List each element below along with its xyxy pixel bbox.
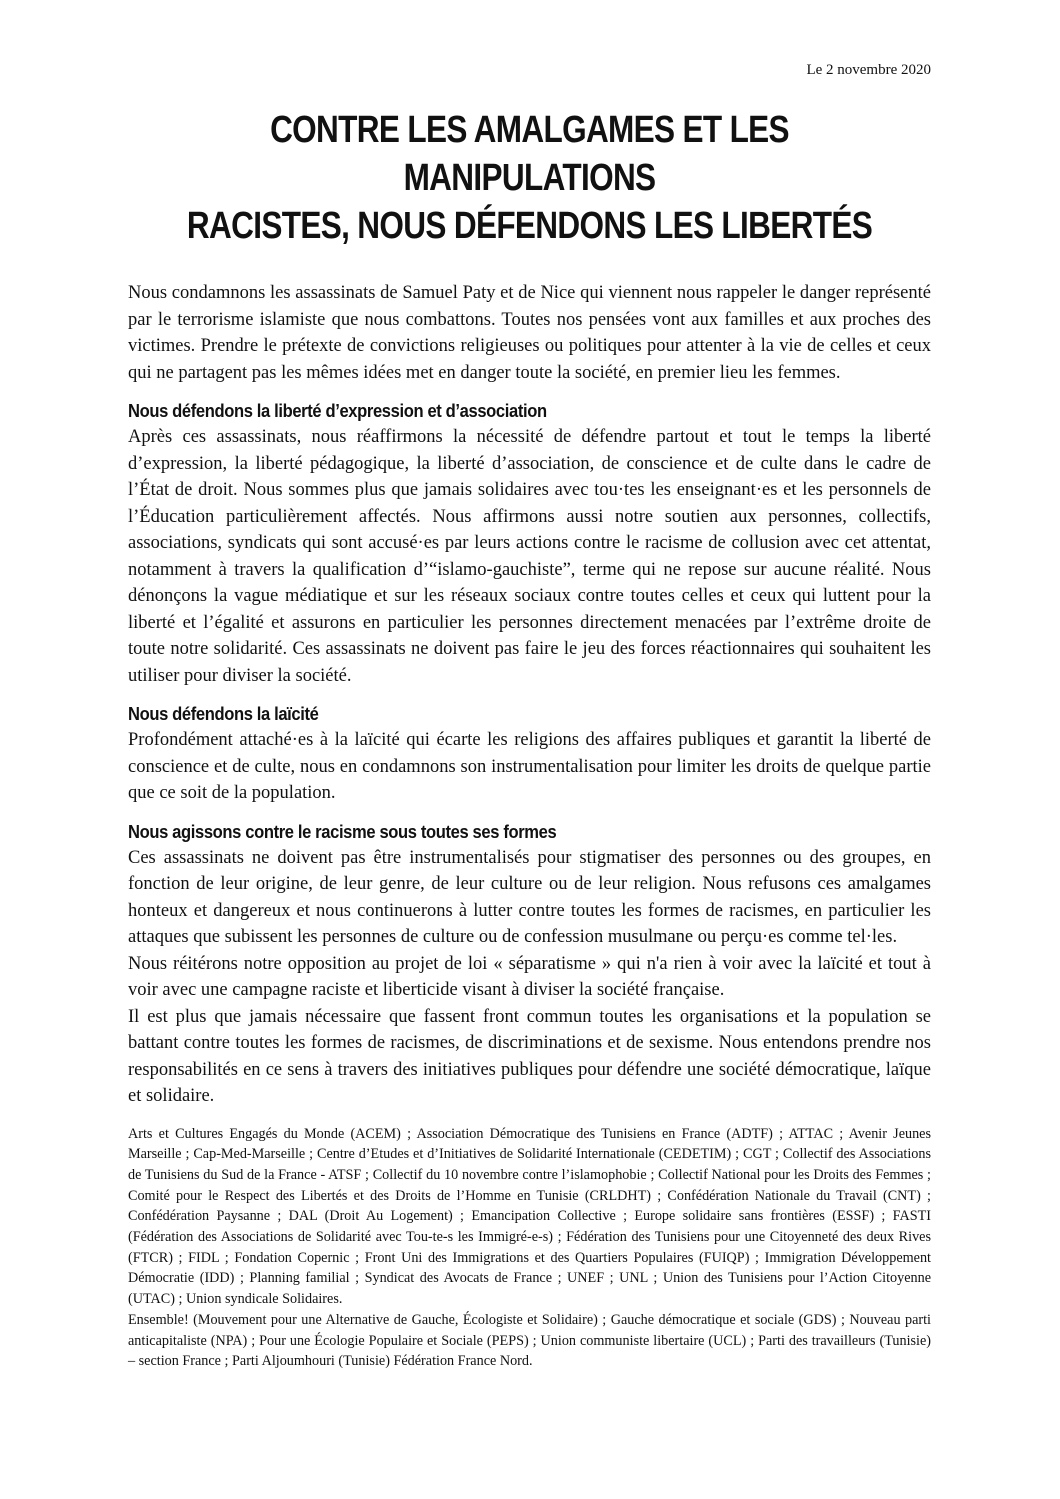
document-title: CONTRE LES AMALGAMES ET LES MANIPULATIONS RACISTES, NOUS DÉFENDONS LES LIBERTÉS xyxy=(186,109,873,247)
section-paragraph: Profondément attaché·es à la laïcité qui écarte les religions des affaires publiques et garantit la liberté de conscience et de culte, nous en condamnons son instrumentalisation pour limiter les droits de quelque partie que ce soit de la population. xyxy=(128,730,931,803)
document-date: Le 2 novembre 2020 xyxy=(806,62,931,78)
section-secularism xyxy=(128,701,931,807)
intro-paragraph: Nous condamnons les assassinats de Samuel Paty et de Nice qui viennent nous rappeler le danger représenté par le terrorisme islamiste que nous combattons. Toutes nos pensées vont aux familles et aux proches des victimes. Prendre le prétexte de convictions religieuses ou politiques pour attenter à la vie de celles et ceux qui ne partagent pas les mêmes idées met en danger toute la société, en premier lieu les femmes. xyxy=(128,283,931,383)
section-paragraph: Ces assassinats ne doivent pas être instrumentalisés pour stigmatiser des personnes ou des groupes, en fonction de leur origine, de leur genre, de leur culture ou de leur religion. Nous refusons ces amalgames honteux et dangereux et nous continuerons à lutter contre toutes les formes de racismes, en particulier les attaques que subissent les personnes de culture ou de confession musulmane ou perçu·es comme tel·les. xyxy=(128,847,931,947)
signatories-organizations: Arts et Cultures Engagés du Monde (ACEM) ; Association Démocratique des Tunisiens en France (ADTF) ; ATTAC ; Avenir Jeunes Marseille ; Cap-Med-Marseille ; Centre d’Etudes et d’Initiatives de Solidarité Internationale (CEDETIM) ; CGT ; Collectif des Associations de Tunisiens du Sud de la France - ATSF ; Collectif du 10 novembre contre l’islamophobie ; Collectif National pour les Droits des Femmes ; Comité pour le Respect des Libertés et des Droits de l’Homme en Tunisie (CRLDHT) ; Confédération Nationale du Travail (CNT) ; Confédération Paysanne ; DAL (Droit Au Logement) ; Emancipation Collective ; Europe solidaire sans frontières (ESSF) ; FASTI (Fédération des Associations de Solidarité avec Tou-te-s les Immigré-e-s) ; Fédération des Tunisiens pour une Citoyenneté des deux Rives (FTCR) ; FIDL ; Fondation Copernic ; Front Uni des Immigrations et des Quartiers Populaires (FUIQP) ; Immigration Développement Démocratie (IDD) ; Planning familial ; Syndicat des Avocats de France ; UNEF ; UNL ; Union des Tunisiens pour l’Action Citoyenne (UTAC) ; Union syndicale Solidaires. xyxy=(128,1125,931,1308)
section-heading: Nous agissons contre le racisme sous toutes ses formes xyxy=(128,821,557,842)
signatories-parties: Ensemble! (Mouvement pour une Alternative de Gauche, Écologiste et Solidaire) ; Gauche démocratique et sociale (GDS) ; Nouveau parti anticapitaliste (NPA) ; Pour une Écologie Populaire et Sociale (PEPS) ; Union communiste libertaire (UCL) ; Parti des travailleurs (Tunisie) – section France ; Parti Aljoumhouri (Tunisie) Fédération France Nord. xyxy=(128,1311,931,1370)
document-page xyxy=(128,60,931,1372)
section-paragraph: Après ces assassinats, nous réaffirmons la nécessité de défendre partout et tout le temps la liberté d’expression, la liberté pédagogique, la liberté d’association, de conscience et de culte dans le cadre de l’État de droit. Nous sommes plus que jamais solidaires avec tou·tes les enseignant·es et les personnels de l’Éducation particulièrement affectés. Nous affirmons aussi notre soutien aux personnes, collectifs, associations, syndicats qui sont accusé·es par leurs actions contre le racisme de collusion avec cet attentat, notamment à travers la qualification d’“islamo-gauchiste”, terme qui ne repose sur aucune réalité. Nous dénonçons la vague médiatique et sur les réseaux sociaux contre toutes celles et ceux qui luttent pour la liberté et l’égalité et assurons en particulier les personnes directement menacées par l’extrême droite de toute notre solidarité. Ces assassinats ne doivent pas faire le jeu des forces réactionnaires qui souhaitent les utiliser pour diviser la société. xyxy=(128,427,931,686)
section-heading: Nous défendons la liberté d’expression et d’association xyxy=(128,401,547,421)
section-heading: Nous défendons la laïcité xyxy=(128,704,319,724)
signatories-list xyxy=(128,1124,931,1372)
section-paragraph: Il est plus que jamais nécessaire que fassent front commun toutes les organisations et la population se battant contre toutes les formes de racismes, de discriminations et de sexisme. Nous entendons prendre nos responsabilités en ce sens à travers des initiatives publiques pour défendre une société démocratique, laïque et solidaire. xyxy=(128,1006,931,1106)
section-against-racism xyxy=(128,819,931,1110)
section-freedom-of-expression xyxy=(128,398,931,689)
section-paragraph: Nous réitérons notre opposition au projet de loi « séparatisme » qui n'a rien à voir avec la laïcité et tout à voir avec une campagne raciste et liberticide visant à diviser la société française. xyxy=(128,953,931,1000)
